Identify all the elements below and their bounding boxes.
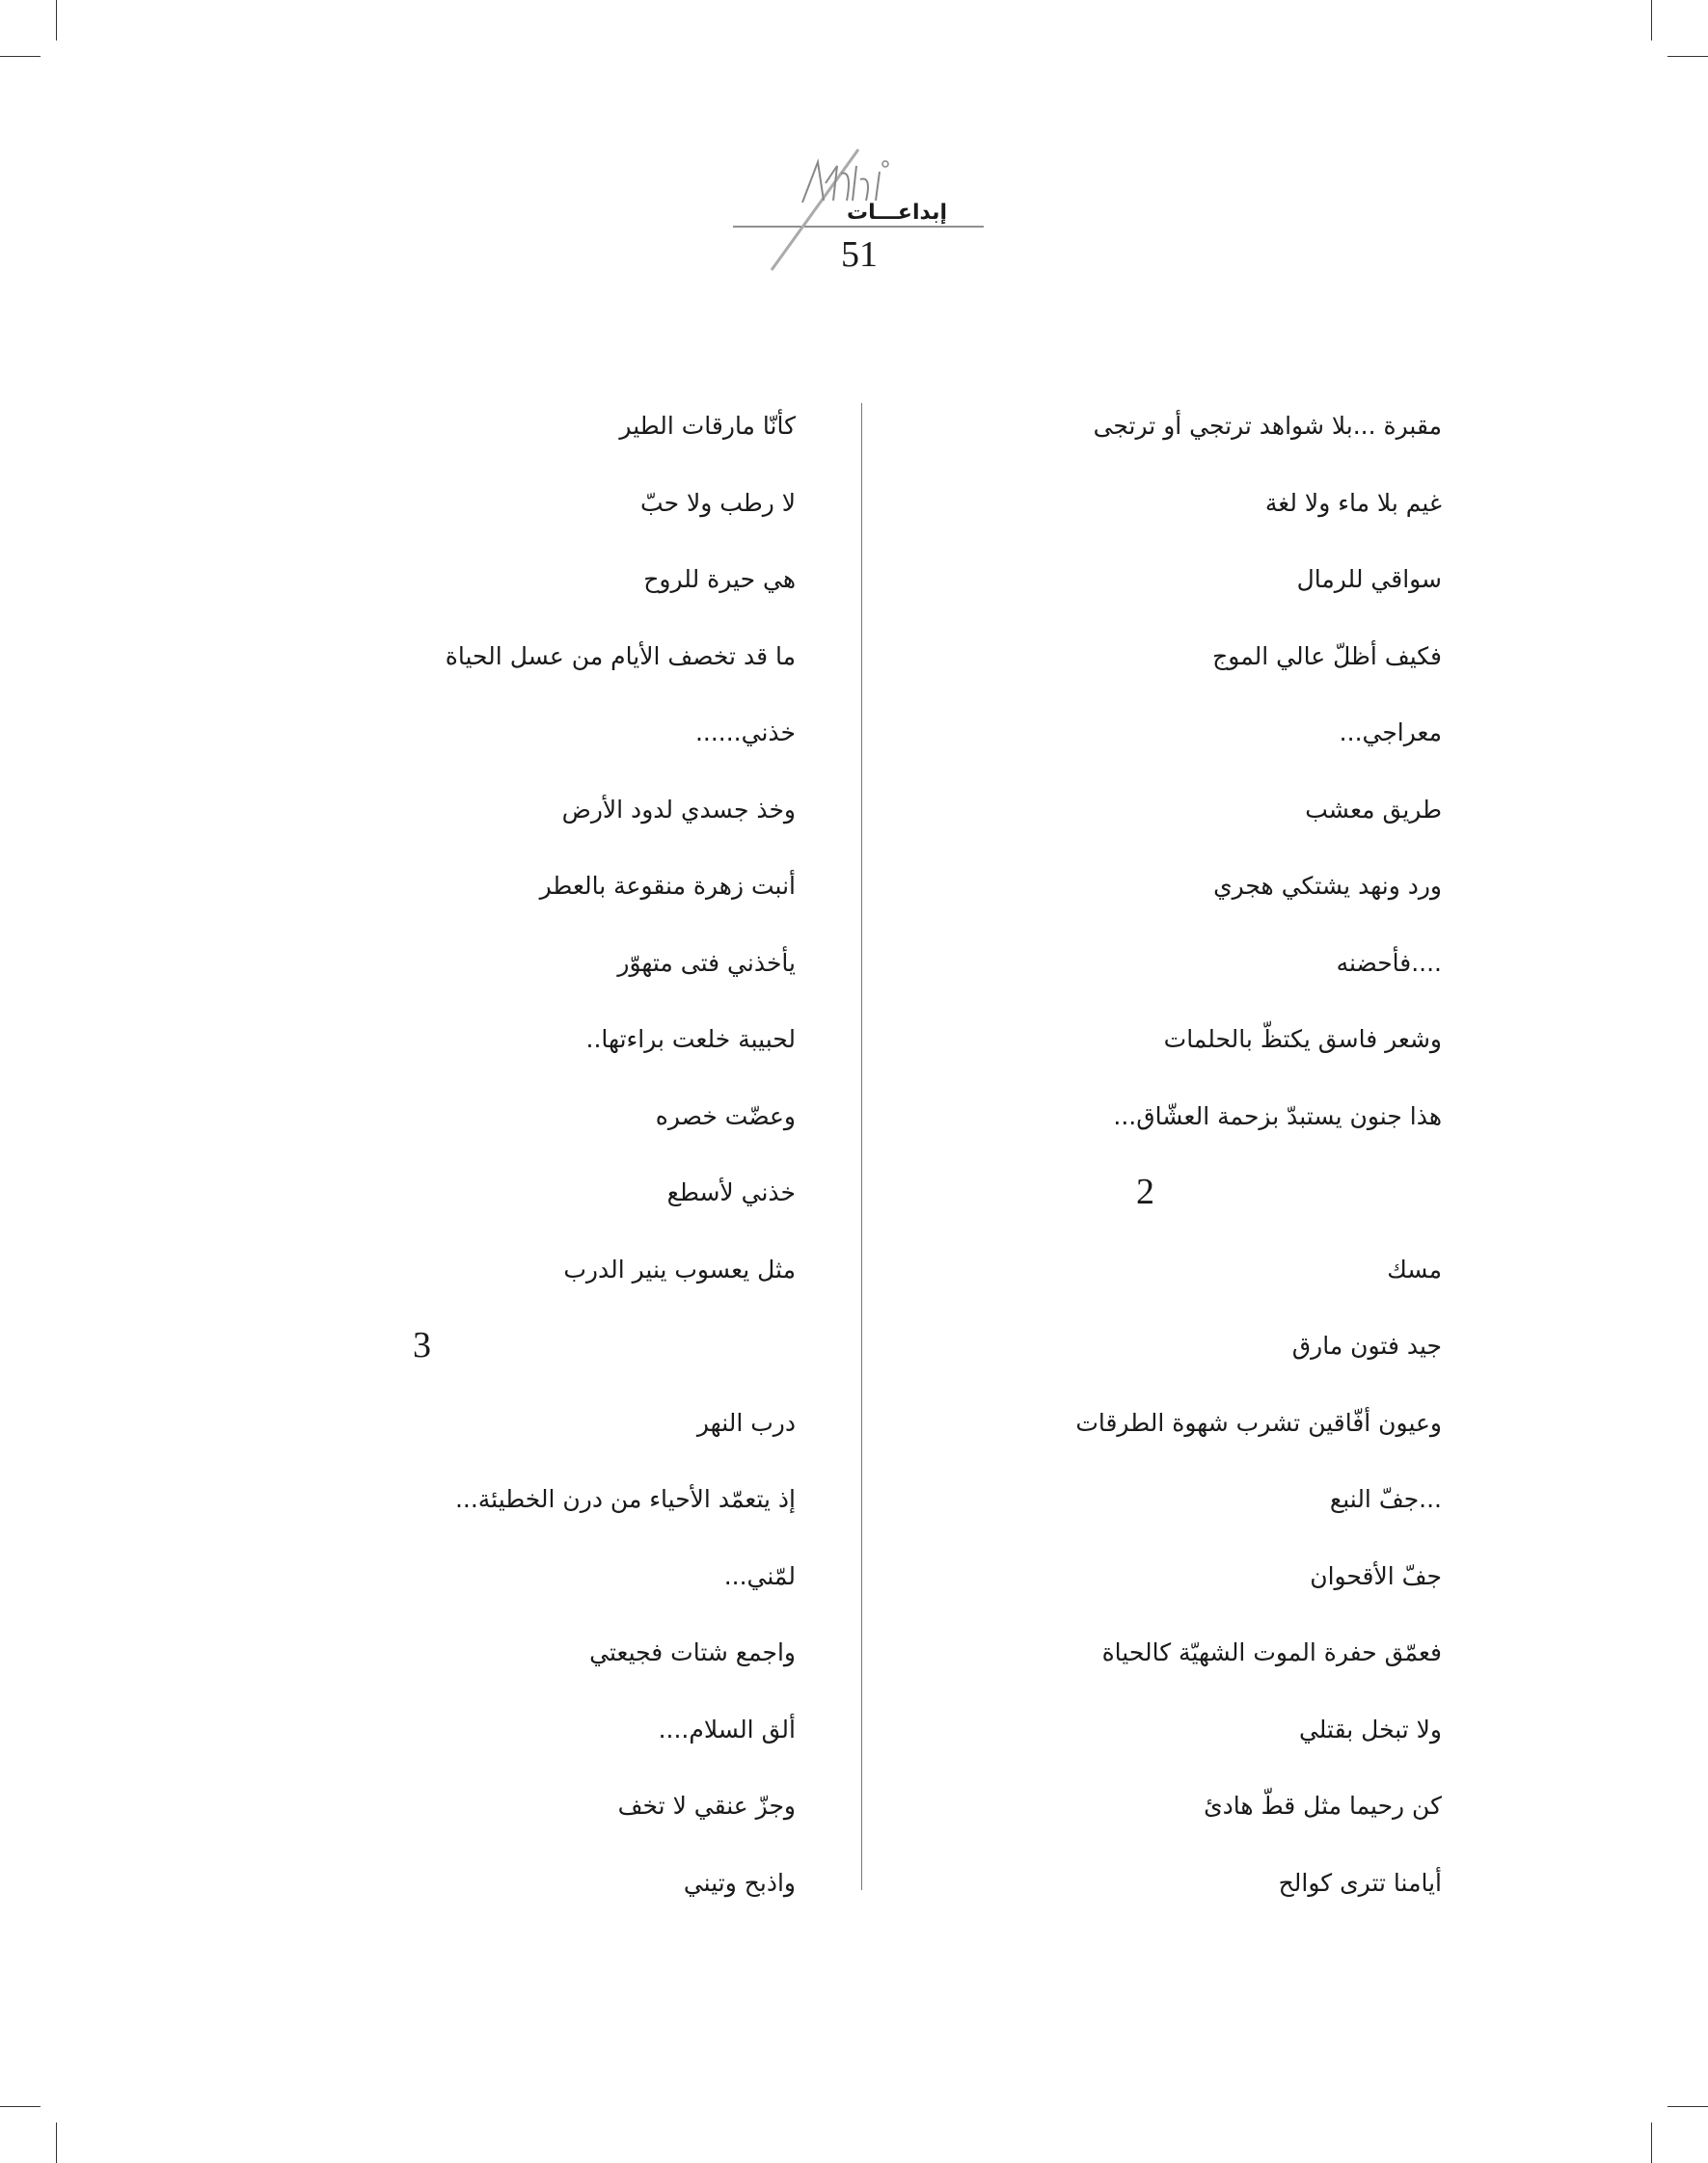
poem-line: طريق معشب [1305,795,1442,824]
poem-line: إذ يتعمّد الأحياء من درن الخطيئة... [454,1485,796,1513]
page-number: 51 [841,234,878,275]
crop-mark [1667,2106,1708,2107]
crop-mark [0,2106,41,2107]
poem-line: مثل يعسوب ينير الدرب [563,1255,796,1284]
section-label: إبداعـــات [847,201,948,225]
poem-line: أيامنا تترى كوالح [1278,1868,1442,1897]
poem-line: مقبرة ...بلا شواهد ترتجي أو ترتجى [1093,412,1442,440]
poem-line: وخذ جسدي لدود الأرض [561,795,796,824]
crop-mark [56,2122,57,2163]
poem-line: مسك [1387,1255,1442,1284]
poem-line: خذني لأسطع [666,1178,796,1206]
poem-line: جيد فتون مارق [1291,1332,1442,1360]
poem-column-right [945,388,1442,1921]
crop-mark [1651,0,1652,41]
poem-line: كن رحيما مثل قطّ هادئ [1204,1792,1442,1820]
poem-line: ألق السلام.... [658,1715,796,1744]
poem-column-left [289,388,796,1921]
poem-line: هي حيرة للروح [643,565,796,593]
poem-line: أنبت زهرة منقوعة بالعطر [539,872,796,900]
section-number: 3 [413,1325,431,1365]
poem-line: يأخذني فتى متهوّر [617,948,796,977]
section-number: 2 [1136,1172,1154,1212]
poem-line: فعمّق حفرة الموت الشهيّة كالحياة [1101,1638,1442,1666]
column-divider [861,403,862,1890]
crop-mark [1651,2122,1652,2163]
poem-line: جفّ الأقحوان [1310,1561,1442,1590]
poem-line: ما قد تخصف الأيام من عسل الحياة [445,641,796,670]
poem-line: معراجي... [1339,718,1442,746]
poem-line: درب النهر [696,1408,796,1437]
poem-line: خذني...... [694,718,796,746]
crop-mark [0,56,41,57]
poem-line: ورد ونهد يشتكي هجري [1213,872,1442,900]
poem-line: لحبيبة خلعت براءتها.. [585,1025,796,1053]
crop-mark [56,0,57,41]
poem-line: فكيف أظلّ عالي الموج [1212,641,1442,670]
poem-line: لمّني... [723,1561,796,1590]
poem-line: وعيون أفّاقين تشرب شهوة الطرقات [1075,1408,1442,1437]
poem-line: واجمع شتات فجيعتي [589,1638,796,1666]
crop-mark [1667,56,1708,57]
poem-line: لا رطب ولا حبّ [640,488,796,517]
poem-line: غيم بلا ماء ولا لغة [1264,488,1442,517]
poem-line: سواقي للرمال [1296,565,1442,593]
poem-line: ...جفّ النبع [1329,1485,1442,1513]
poem-line: وجزّ عنقي لا تخف [617,1792,796,1820]
poem-line: واذبح وتيني [683,1868,796,1897]
poem-line: ....فأحضنه [1336,948,1442,977]
poem-line: هذا جنون يستبدّ بزحمة العشّاق... [1113,1101,1442,1130]
page-header [733,145,1003,280]
poem-line: وشعر فاسق يكتظّ بالحلمات [1163,1025,1442,1053]
poem-line: كأنّا مارقات الطير [619,412,796,440]
poem-line: وعضّت خصره [655,1101,796,1130]
poem-line: ولا تبخل بقتلي [1298,1715,1442,1744]
